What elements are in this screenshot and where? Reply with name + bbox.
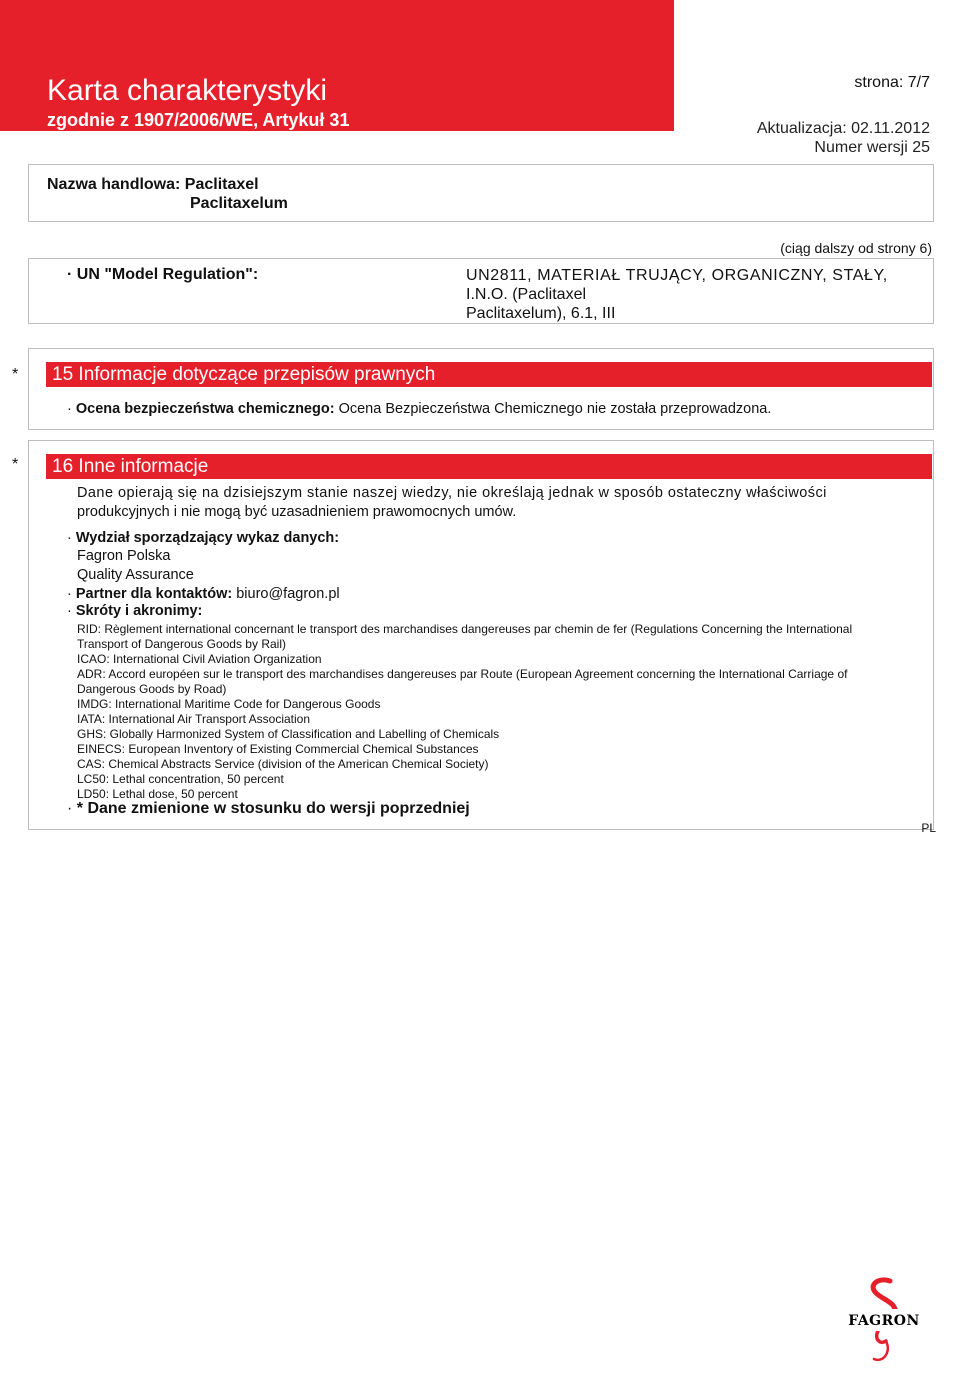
chemical-safety-value: Ocena Bezpieczeństwa Chemicznego nie została przeprowadzona. — [338, 401, 772, 417]
abbreviation-line: IATA: International Air Transport Association — [77, 712, 311, 726]
department-name: Fagron Polska — [77, 548, 171, 564]
bullet: · — [67, 603, 72, 619]
bullet: · — [67, 586, 72, 602]
un-value-line: I.N.O. (Paclitaxel — [466, 286, 587, 303]
changed-note: * Dane zmienione w stosunku do wersji poprzedniej — [76, 800, 470, 817]
fagron-logo-mark — [838, 1273, 930, 1369]
fagron-logo — [838, 1273, 930, 1369]
print-date: Data druku: 02.11.2012 — [763, 101, 930, 118]
abbreviation-line: EINECS: European Inventory of Existing Commercial Chemical Substances — [77, 742, 479, 756]
un-value-line: Paclitaxelum), 6.1, III — [466, 305, 616, 322]
change-marker: * — [12, 366, 19, 383]
trade-name-value: Paclitaxelum — [190, 195, 288, 212]
bullet: · — [67, 401, 72, 417]
abbreviation-line: ICAO: International Civil Aviation Organization — [77, 652, 322, 666]
abbreviations-list — [77, 622, 937, 802]
un-value-line: UN2811, MATERIAŁ TRUJĄCY, ORGANICZNY, STAŁY, — [466, 267, 888, 284]
section-15-heading: 15 Informacje dotyczące przepisów prawnych — [46, 362, 932, 387]
abbreviation-line: ADR: Accord européen sur le transport des marchandises dangereuses par Route (European Agreement concerning the International Carriage of — [77, 667, 848, 681]
abbreviation-line: RID: Règlement international concernant le transport des marchandises dangereuses par chemin de fer (Regulations Concerning the International — [77, 622, 853, 636]
section-16-intro — [77, 484, 933, 522]
changed-note-row — [67, 800, 470, 818]
abbreviation-line: Transport of Dangerous Goods by Rail) — [77, 637, 286, 651]
abbreviation-line: LC50: Lethal concentration, 50 percent — [77, 772, 284, 786]
document-title: Karta charakterystyki — [47, 74, 328, 107]
trade-name-label: Nazwa handlowa: Paclitaxel — [47, 176, 259, 193]
version-number: Numer wersji 25 — [814, 139, 930, 156]
change-marker: * — [12, 456, 19, 473]
page-number: strona: 7/7 — [854, 74, 930, 91]
un-label-text: UN "Model Regulation": — [76, 266, 259, 283]
department-label: Wydział sporządzający wykaz danych: — [75, 530, 340, 546]
abbreviation-line: IMDG: International Maritime Code for Dangerous Goods — [77, 697, 381, 711]
continuation-note: (ciąg dalszy od strony 6) — [780, 240, 932, 256]
abbreviation-line: CAS: Chemical Abstracts Service (division of the American Chemical Society) — [77, 757, 489, 771]
un-regulation-value — [466, 266, 936, 323]
contact-email[interactable]: biuro@fagron.pl — [236, 586, 340, 602]
abbreviation-line: GHS: Globally Harmonized System of Classification and Labelling of Chemicals — [77, 727, 500, 741]
section-15-frame — [28, 348, 934, 430]
language-code: PL — [921, 821, 936, 835]
logo-text: FAGRON — [848, 1313, 920, 1329]
intro-line: Dane opierają się na dzisiejszym stanie naszej wiedzy, nie określają jednak w sposób ostateczny właściwości — [77, 485, 827, 501]
abbreviations-row — [67, 603, 202, 619]
contact-row — [67, 586, 340, 602]
intro-line: produkcyjnych i nie mogą być uzasadnieniem prawomocnych umów. — [77, 504, 517, 520]
contact-label: Partner dla kontaktów: — [75, 586, 233, 602]
update-date: Aktualizacja: 02.11.2012 — [756, 120, 930, 137]
chemical-safety-row — [67, 401, 771, 417]
bullet: · — [67, 800, 73, 817]
abbreviations-label: Skróty i akronimy: — [75, 603, 203, 619]
un-regulation-label — [67, 266, 258, 284]
section-16-heading: 16 Inne informacje — [46, 454, 932, 479]
bullet: · — [67, 266, 77, 283]
bullet: · — [67, 530, 72, 546]
document-subtitle: zgodnie z 1907/2006/WE, Artykuł 31 — [47, 110, 350, 130]
chemical-safety-label: Ocena bezpieczeństwa chemicznego: — [75, 401, 335, 417]
department-row — [67, 530, 339, 546]
abbreviation-line: Dangerous Goods by Road) — [77, 682, 227, 696]
department-unit: Quality Assurance — [77, 567, 194, 583]
abbreviation-line: LD50: Lethal dose, 50 percent — [77, 787, 238, 801]
